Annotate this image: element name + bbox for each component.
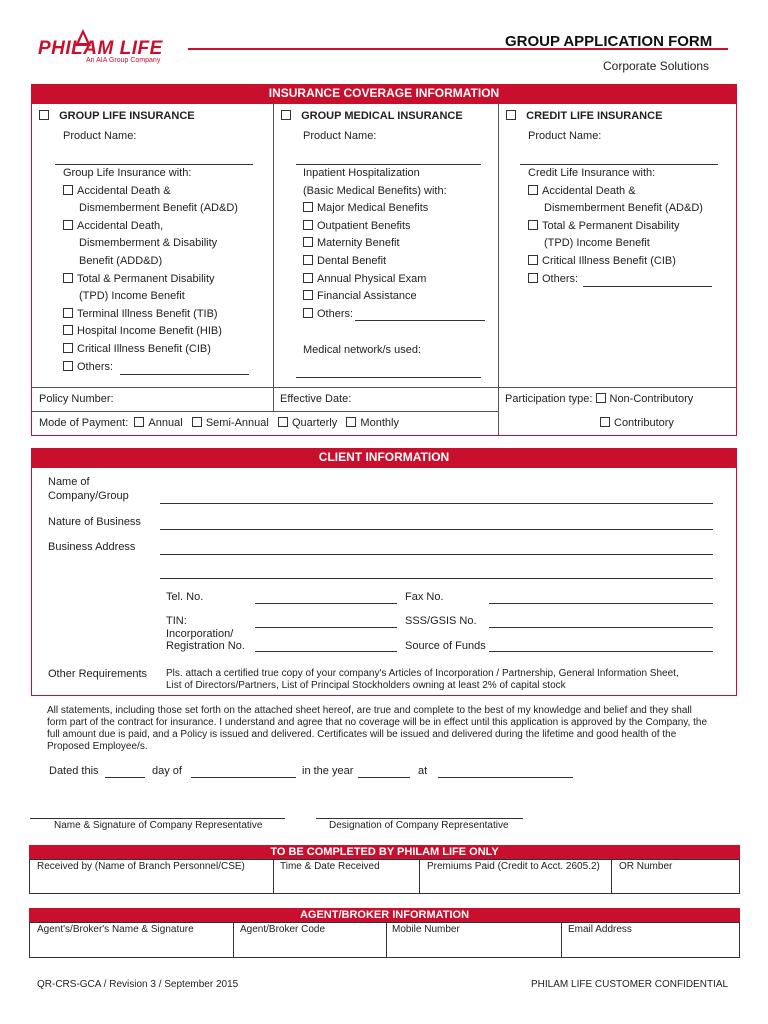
credit-life-heading: CREDIT LIFE INSURANCE [526,110,663,122]
network-label: Medical network/s used: [303,344,421,356]
tib-checkbox[interactable] [63,308,73,318]
agent-bar: AGENT/BROKER INFORMATION [29,908,740,922]
fax-field[interactable] [489,603,713,604]
dated-year-field[interactable] [358,777,410,778]
dental-checkbox[interactable] [303,255,313,265]
client-bar: CLIENT INFORMATION [31,448,737,467]
medical-others-checkbox[interactable] [303,308,313,318]
company-name-field[interactable] [160,503,713,504]
effective-date-label: Effective Date: [280,393,352,405]
medical-others-line[interactable] [355,320,485,321]
philam-only-bar: TO BE COMPLETED BY PHILAM LIFE ONLY [29,845,740,859]
non-contributory-checkbox[interactable] [596,393,606,403]
monthly-checkbox[interactable] [346,417,356,427]
quarterly-checkbox[interactable] [278,417,288,427]
credit-tpd-checkbox[interactable] [528,220,538,230]
email-label: Email Address [568,924,632,935]
group-medical-checkbox[interactable] [281,110,291,120]
agent-code-label: Agent/Broker Code [240,924,326,935]
annual-checkbox[interactable] [134,417,144,427]
mode-of-payment-label: Mode of Payment: [39,417,129,429]
premiums-label: Premiums Paid (Credit to Acct. 2605.2) [427,861,600,872]
add-checkbox[interactable] [63,185,73,195]
credit-others-checkbox[interactable] [528,273,538,283]
semi-annual-checkbox[interactable] [192,417,202,427]
tpd-checkbox[interactable] [63,273,73,283]
contributory-checkbox[interactable] [600,417,610,427]
major-medical-checkbox[interactable] [303,202,313,212]
mobile-label: Mobile Number [392,924,460,935]
coverage-bar: INSURANCE COVERAGE INFORMATION [31,84,737,103]
page-subtitle: Corporate Solutions [603,59,710,73]
dated-month-field[interactable] [191,777,296,778]
logo-text: PHILAM LIFE [38,38,163,59]
others-checkbox[interactable] [63,361,73,371]
sss-field[interactable] [489,627,713,628]
dated-day-field[interactable] [105,777,145,778]
maternity-checkbox[interactable] [303,237,313,247]
cib-checkbox[interactable] [63,343,73,353]
credit-add-checkbox[interactable] [528,185,538,195]
dated-place-field[interactable] [438,777,573,778]
logo [38,28,198,68]
footer-right: PHILAM LIFE CUSTOMER CONFIDENTIAL [531,979,729,990]
time-date-label: Time & Date Received [280,861,380,872]
address-field-2[interactable] [160,578,713,579]
or-number-label: OR Number [619,861,673,872]
statement-text: All statements, including those set forth on the attached sheet hereof, are true and complete to the best of my knowledge and belief and they shall form part of the contract for insurance. I understand and agree that no coverage will be in effect until this application is approved by the Company, the full amount due is paid, and a Policy is issued and delivered. Certificates will be issued and delivered during the lifetime and good health of the Proposed Employee/s. [47,705,708,752]
network-line[interactable] [296,377,481,378]
footer-left: QR-CRS-GCA / Revision 3 / September 2015 [37,979,239,990]
other-req-text-1: Pls. attach a certified true copy of your company's Articles of Incorporation / Partnership, General Information Sheet, [166,668,679,679]
agent-name-label: Agent's/Broker's Name & Signature [37,924,194,935]
credit-others-line[interactable] [583,286,712,287]
group-life-checkbox[interactable] [39,110,49,120]
page-title: GROUP APPLICATION FORM [505,33,713,50]
addd-checkbox[interactable] [63,220,73,230]
signature-line[interactable] [30,818,285,819]
group-life-heading: GROUP LIFE INSURANCE [59,110,195,122]
client-box [31,467,737,696]
tin-field[interactable] [255,627,397,628]
received-by-label: Received by (Name of Branch Personnel/CSE) [37,861,245,872]
policy-number-label: Policy Number: [39,393,114,405]
credit-cib-checkbox[interactable] [528,255,538,265]
participation-label: Participation type: [505,393,593,405]
nature-field[interactable] [160,529,713,530]
others-line[interactable] [120,374,249,375]
designation-line[interactable] [316,818,523,819]
outpatient-checkbox[interactable] [303,220,313,230]
registration-field[interactable] [255,651,397,652]
group-medical-heading: GROUP MEDICAL INSURANCE [301,110,463,122]
source-funds-field[interactable] [489,651,713,652]
ape-checkbox[interactable] [303,273,313,283]
tel-field[interactable] [255,603,397,604]
address-field-1[interactable] [160,554,713,555]
hib-checkbox[interactable] [63,325,73,335]
other-req-text-2: List of Directors/Partners, List of Principal Stockholders owning at least 2% of capital stock [166,680,566,691]
logo-subtext: An AIA Group Company [86,57,161,64]
financial-checkbox[interactable] [303,290,313,300]
credit-life-checkbox[interactable] [506,110,516,120]
product-name-label: Product Name: [63,130,137,142]
